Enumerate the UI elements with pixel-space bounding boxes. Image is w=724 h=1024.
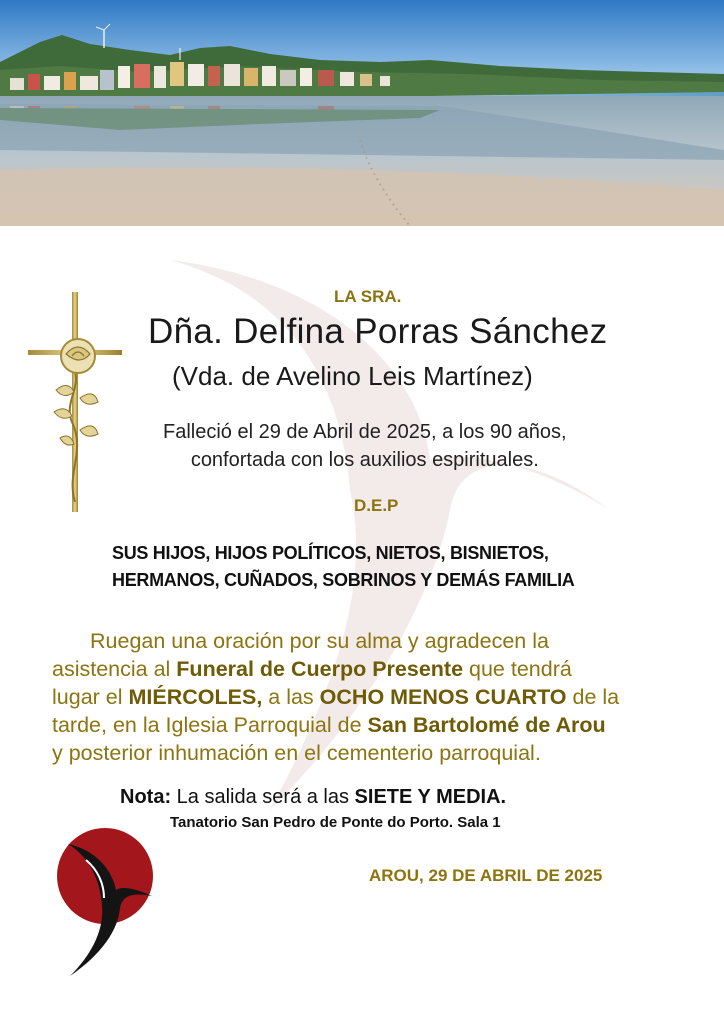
departure-time: SIETE Y MEDIA. (354, 786, 507, 808)
request-text: que tendrá (463, 657, 572, 681)
request-text: de la (566, 685, 620, 709)
request-text: asistencia al (52, 657, 177, 681)
death-line-2: confortada con los auxilios espirituales. (190, 449, 539, 471)
request-text: lugar el (52, 685, 129, 709)
intro-label: LA SRA. (334, 287, 402, 306)
dateline: AROU, 29 DE ABRIL DE 2025 (369, 866, 603, 885)
funeral-home: Tanatorio San Pedro de Ponte do Porto. Sala 1 (170, 814, 501, 831)
note-label: Nota: (120, 786, 172, 808)
request-line-5: y posterior inhumación en el cementerio parroquial. (52, 741, 541, 765)
death-line-1: Falleció el 29 de Abril de 2025, a los 90 años, (163, 421, 567, 443)
request-text: a las (262, 685, 320, 709)
widow-of: (Vda. de Avelino Leis Martínez) (172, 361, 533, 391)
funeral-type: Funeral de Cuerpo Presente (176, 657, 464, 681)
dep-label: D.E.P (354, 496, 399, 515)
family-list (112, 540, 574, 594)
request-line-3 (52, 683, 672, 711)
death-statement (163, 418, 567, 474)
funeral-day: MIÉRCOLES, (128, 685, 263, 709)
deceased-name: Dña. Delfina Porras Sánchez (148, 312, 608, 351)
gold-rose-cross-icon (28, 292, 124, 512)
red-circle-bird-logo-icon (48, 826, 166, 978)
funeral-request (52, 627, 672, 767)
family-line-2: HERMANOS, CUÑADOS, SOBRINOS Y DEMÁS FAMILIA (112, 570, 575, 590)
departure-note (120, 786, 506, 809)
coastal-village-beach-photo (0, 0, 724, 226)
funeral-time: OCHO MENOS CUARTO (319, 685, 567, 709)
request-line-1: Ruegan una oración por su alma y agradecen la (90, 629, 549, 653)
request-line-2 (52, 655, 672, 683)
request-line-4 (52, 711, 672, 739)
family-line-1: SUS HIJOS, HIJOS POLÍTICOS, NIETOS, BISNIETOS, (112, 543, 549, 563)
note-text: La salida será a las (171, 786, 355, 808)
church-name: San Bartolomé de Arou (367, 713, 606, 737)
request-text: tarde, en la Iglesia Parroquial de (52, 713, 368, 737)
